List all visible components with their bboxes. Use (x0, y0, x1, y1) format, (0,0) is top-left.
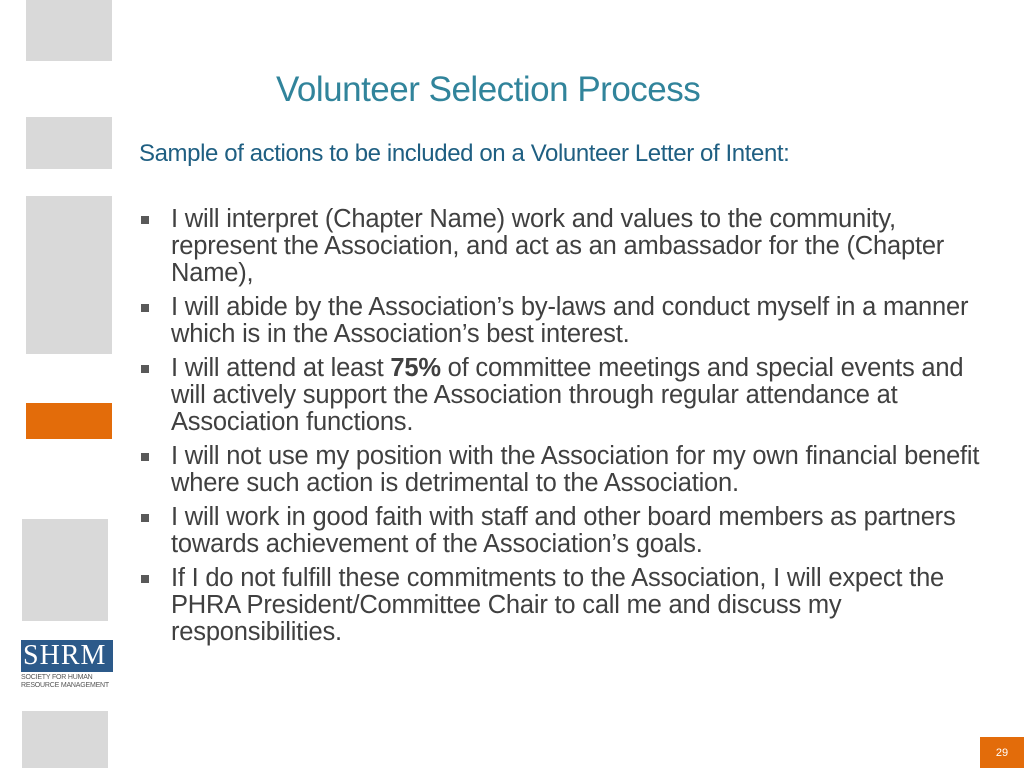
bullet-item (139, 565, 989, 646)
sidebar-block-1 (26, 0, 112, 61)
bullet-item (139, 294, 989, 348)
bullet-text: If I do not fulfill these commitments to the Association, I will expect the PHRA President/Committee Chair to call me and discuss my responsibilities. (171, 564, 945, 646)
logo-letter: S (23, 640, 40, 671)
logo-wordmark (21, 640, 113, 672)
bullet-list (139, 206, 989, 653)
bullet-text: I will not use my position with the Association for my own financial benefit where such action is detrimental to the Association. (171, 442, 980, 497)
square-bullet-icon (141, 365, 149, 373)
sidebar-block-4 (22, 519, 108, 621)
bullet-emphasis: 75% (390, 354, 441, 382)
bullet-text-after: of committee meetings and special events and will actively support the Association through regular attendance at Association functions. (171, 354, 964, 436)
bullet-text: I will work in good faith with staff and other board members as partners towards achievement of the Association’s goals. (171, 503, 956, 558)
bullet-text-before: I will attend at least (171, 354, 391, 382)
square-bullet-icon (141, 575, 149, 583)
logo-tagline (21, 674, 113, 690)
bullet-text: I will abide by the Association’s by-laws and conduct myself in a manner which is in the Association’s best interest. (171, 293, 969, 348)
logo-letter: H (39, 640, 61, 671)
bullet-item (139, 355, 989, 436)
page-number: 29 (980, 737, 1024, 768)
bullet-item (139, 443, 989, 497)
bullet-item (139, 504, 989, 558)
square-bullet-icon (141, 453, 149, 461)
square-bullet-icon (141, 304, 149, 312)
bullet-text: I will interpret (Chapter Name) work and values to the community, represent the Association, and act as an ambassador for the (Chapter Name), (171, 205, 945, 287)
sidebar-block-5 (22, 711, 108, 768)
logo-tagline-line1: SOCIETY FOR HUMAN (21, 674, 93, 681)
sidebar-block-2 (26, 117, 112, 169)
sidebar-block-3 (26, 196, 112, 354)
slide-title: Volunteer Selection Process (276, 70, 701, 109)
logo-tagline-line2: RESOURCE MANAGEMENT (21, 682, 109, 689)
shrm-logo (21, 640, 113, 694)
square-bullet-icon (141, 216, 149, 224)
bullet-item (139, 206, 989, 287)
sidebar-accent-block (26, 403, 112, 439)
logo-letter: M (80, 640, 107, 671)
square-bullet-icon (141, 514, 149, 522)
logo-letter: R (60, 640, 81, 671)
slide-subtitle: Sample of actions to be included on a Volunteer Letter of Intent: (139, 140, 790, 167)
